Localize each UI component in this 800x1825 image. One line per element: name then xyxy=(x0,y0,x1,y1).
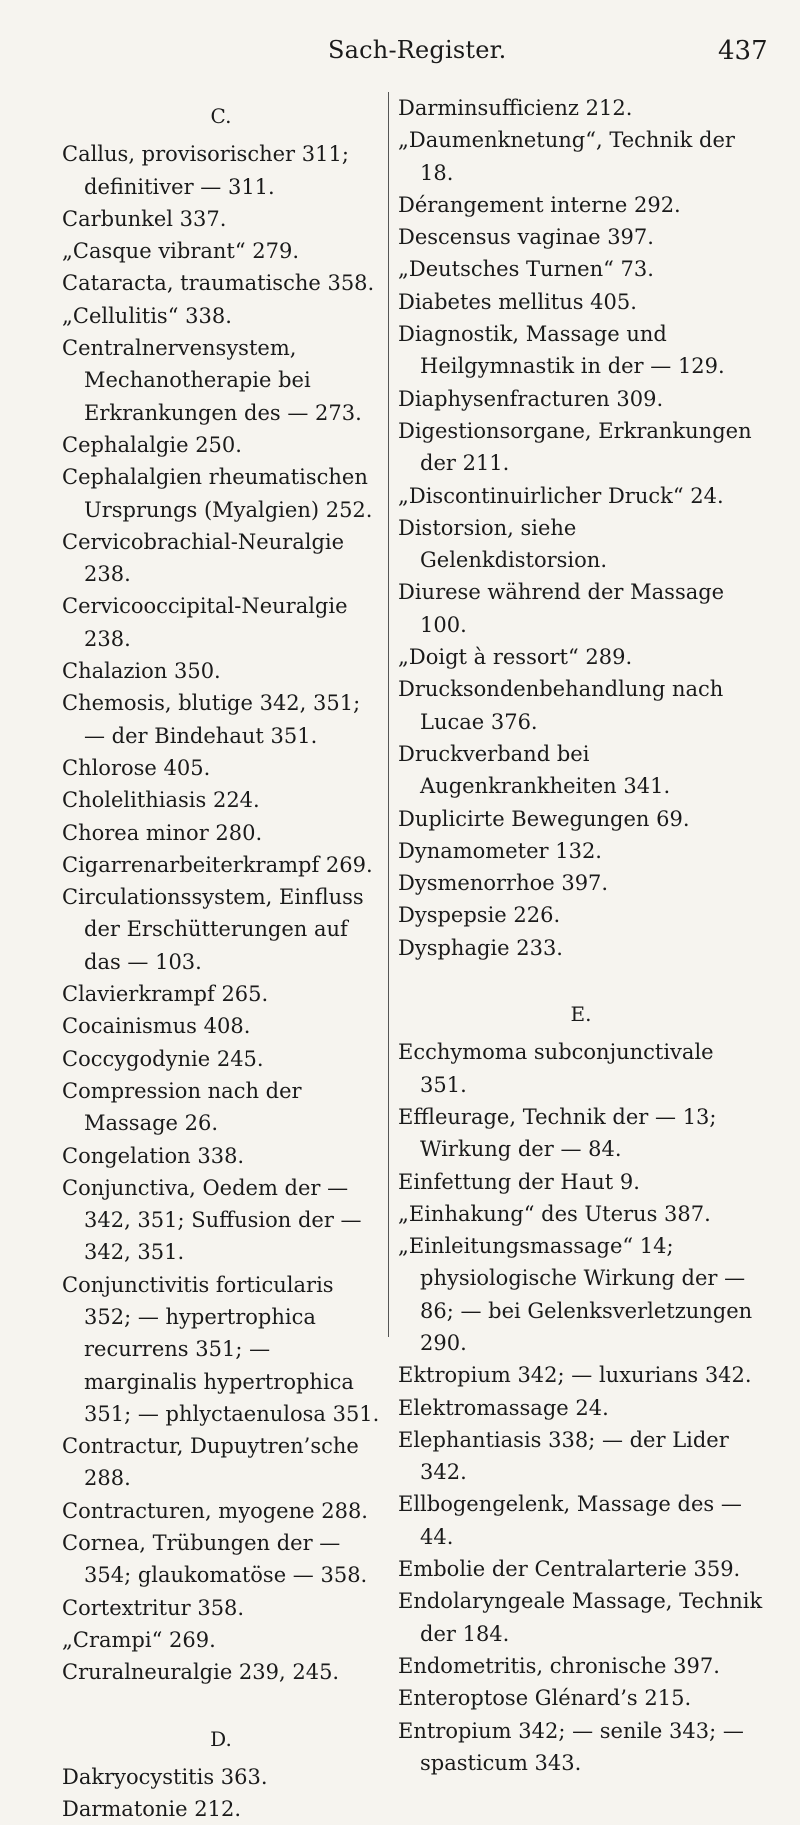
index-entry: Embolie der Centralarterie 359. xyxy=(398,1557,741,1582)
index-entry: Descensus vaginae 397. xyxy=(398,225,654,250)
index-entry: Endolaryngeale Massage, Technik der 184. xyxy=(398,1589,763,1646)
index-entry: Diagnostik, Massage und Heilgymnastik in der — 129. xyxy=(398,322,725,379)
index-entry: Duplicirte Bewegungen 69. xyxy=(398,806,690,831)
index-entry: Dérangement interne 292. xyxy=(398,192,681,217)
index-entry: „Doigt à ressort“ 289. xyxy=(398,645,633,670)
index-entry: „Casque vibrant“ 279. xyxy=(62,239,300,264)
index-entry: Callus, provisorischer 311; definitiver — 311. xyxy=(62,142,349,199)
index-entry: Cephalalgien rheumatischen Ursprungs (Myalgien) 252. xyxy=(62,465,373,522)
index-entry: Diaphysenfracturen 309. xyxy=(398,386,664,411)
index-entry: Circulationssystem, Einfluss der Erschütterungen auf das — 103. xyxy=(62,885,364,974)
index-entry: Dynamometer 132. xyxy=(398,838,602,863)
index-entry: Carbunkel 337. xyxy=(62,206,227,231)
left-column xyxy=(62,92,380,1825)
index-entry: Cornea, Trübungen der — 354; glaukomatöse — 358. xyxy=(62,1531,368,1588)
index-entry: „Deutsches Turnen“ 73. xyxy=(398,257,654,282)
index-entry: Cholelithiasis 224. xyxy=(62,788,260,813)
index-entry: Ektropium 342; — luxurians 342. xyxy=(398,1363,752,1388)
index-entry: „Einhakung“ des Uterus 387. xyxy=(398,1201,711,1226)
index-entry: Cruralneuralgie 239, 245. xyxy=(62,1660,340,1685)
index-entry: Endometritis, chronische 397. xyxy=(398,1653,720,1678)
index-entry: Elephantiasis 338; — der Lider 342. xyxy=(398,1427,729,1485)
index-entry: Dakryocystitis 363. xyxy=(62,1764,268,1789)
index-entry: Effleurage, Technik der — 13; Wirkung der — 84. xyxy=(398,1104,717,1162)
index-entry: Chalazion 350. xyxy=(62,659,221,684)
index-entry: Chlorose 405. xyxy=(62,755,211,780)
entry-list-d-continued xyxy=(398,92,764,964)
index-entry: Entropium 342; — senile 343; — spasticum 343. xyxy=(398,1718,744,1775)
index-entry: Dyspepsie 226. xyxy=(398,903,561,928)
index-entry: Cortextritur 358. xyxy=(62,1595,245,1620)
index-entry: Cephalalgie 250. xyxy=(62,432,242,457)
index-entry: Cocainismus 408. xyxy=(62,1014,251,1039)
page-number: 437 xyxy=(718,36,768,66)
index-entry: Ellbogengelenk, Massage des — 44. xyxy=(398,1492,742,1549)
index-entry: Centralnervensystem, Mechanotherapie bei Erkrankungen des — 273. xyxy=(62,336,362,425)
index-entry: Diabetes mellitus 405. xyxy=(398,289,637,314)
index-entry: Conjunctiva, Oedem der — 342, 351; Suffusion der — 342, 351. xyxy=(62,1175,362,1265)
index-entry: Distorsion, siehe Gelenkdistorsion. xyxy=(398,515,607,573)
section-spacer xyxy=(398,964,764,990)
right-column xyxy=(398,92,764,1779)
entry-list-d xyxy=(62,1761,380,1825)
index-entry: Ecchymoma subconjunctivale 351. xyxy=(398,1040,714,1097)
index-entry: Dysmenorrhoe 397. xyxy=(398,871,609,896)
index-entry: Chorea minor 280. xyxy=(62,820,263,845)
index-entry: Congelation 338. xyxy=(62,1143,245,1168)
index-entry: „Daumenknetung“, Technik der 18. xyxy=(398,128,735,185)
index-entry: Darminsufficienz 212. xyxy=(398,96,633,120)
index-entry: Contracturen, myogene 288. xyxy=(62,1498,368,1523)
section-letter-e: E. xyxy=(570,1002,592,1027)
index-entry: Enteroptose Glénard’s 215. xyxy=(398,1686,692,1711)
section-letter-d: D. xyxy=(210,1726,232,1751)
index-entry: Dysphagie 233. xyxy=(398,935,563,960)
index-entry: Conjunctivitis forticularis 352; — hypertrophica recurrens 351; — marginalis hypertrophica 351; — phlyctaenulosa 351. xyxy=(62,1272,380,1426)
index-entry: „Crampi“ 269. xyxy=(62,1627,216,1652)
index-entry: Cigarrenarbeiterkrampf 269. xyxy=(62,852,373,877)
page-header xyxy=(0,36,800,76)
index-entry: „Cellulitis“ 338. xyxy=(62,303,232,328)
index-entry: Drucksondenbehandlung nach Lucae 376. xyxy=(398,677,724,734)
index-entry: Digestionsorgane, Erkrankungen der 211. xyxy=(398,418,752,476)
index-entry: Einfettung der Haut 9. xyxy=(398,1169,640,1194)
entry-list-c xyxy=(62,138,380,1688)
index-entry: Clavierkrampf 265. xyxy=(62,982,269,1007)
running-title: Sach-Register. xyxy=(328,36,507,64)
index-entry: Coccygodynie 245. xyxy=(62,1046,264,1071)
index-entry: „Discontinuirlicher Druck“ 24. xyxy=(398,483,724,508)
index-entry: Diurese während der Massage 100. xyxy=(398,580,725,637)
index-entry: Contractur, Dupuytren’sche 288. xyxy=(62,1434,359,1491)
column-divider xyxy=(388,92,389,1337)
entry-list-e xyxy=(398,1036,764,1779)
section-letter-c: C. xyxy=(210,104,232,128)
section-spacer xyxy=(62,1689,380,1715)
index-entry: Darmatonie 212. xyxy=(62,1797,242,1822)
index-entry: Compression nach der Massage 26. xyxy=(62,1078,302,1136)
index-entry: „Einleitungsmassage“ 14; physiologische Wirkung der — 86; — bei Gelenksverletzungen 290. xyxy=(398,1234,753,1355)
index-entry: Elektromassage 24. xyxy=(398,1395,609,1420)
index-entry: Chemosis, blutige 342, 351; — der Bindehaut 351. xyxy=(62,691,361,748)
index-entry: Cataracta, traumatische 358. xyxy=(62,271,375,296)
index-entry: Cervicooccipital-Neuralgie 238. xyxy=(62,594,348,651)
index-entry: Druckverband bei Augenkrankheiten 341. xyxy=(398,741,671,799)
index-entry: Cervicobrachial-Neuralgie 238. xyxy=(62,529,345,587)
